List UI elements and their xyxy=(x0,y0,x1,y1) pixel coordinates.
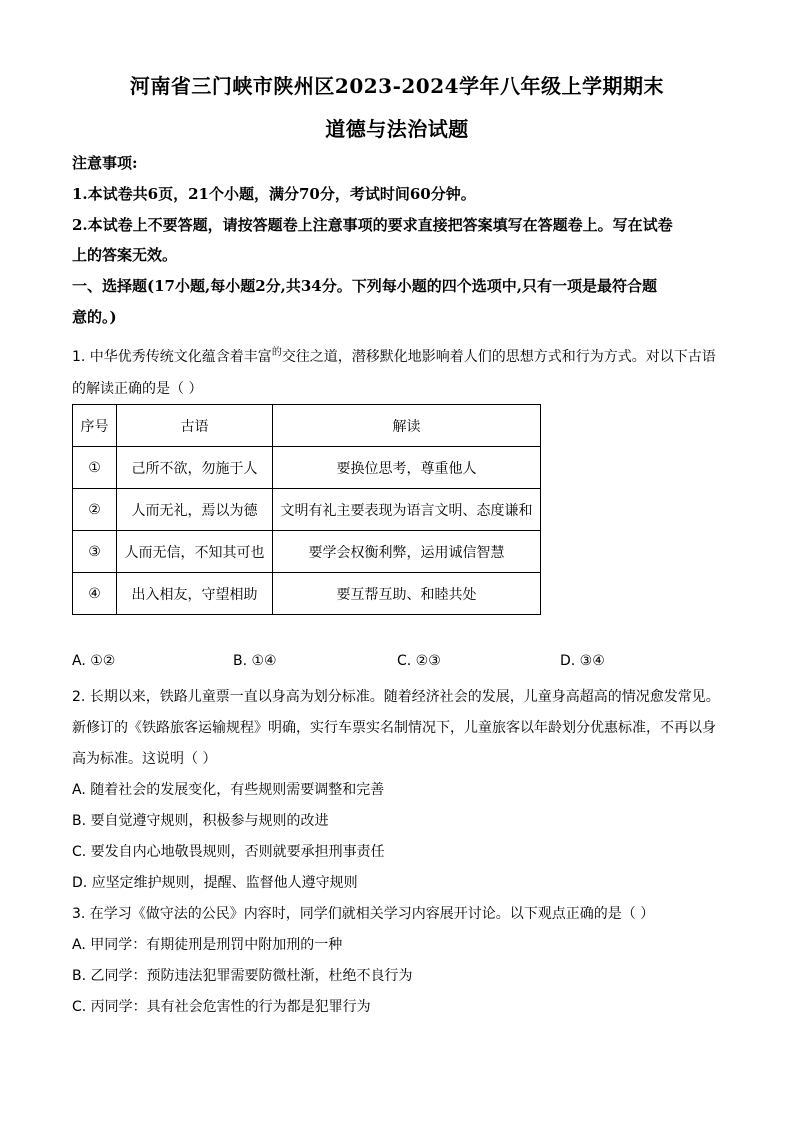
table-cell: 人而无信，不知其可也 xyxy=(117,531,273,573)
table-cell: 己所不欲，勿施于人 xyxy=(117,447,273,489)
question-2-option-c: C. 要发自内心地敬畏规则，否则就要承担刑事责任 xyxy=(72,844,385,860)
question-2-option-a: A. 随着社会的发展变化，有些规则需要调整和完善 xyxy=(72,782,385,798)
exam-title-line2: 道德与法治试题 xyxy=(325,117,469,141)
table-row xyxy=(73,489,541,531)
table-row xyxy=(73,531,541,573)
table-row xyxy=(73,447,541,489)
table-cell: 出入相友，守望相助 xyxy=(117,573,273,615)
table-cell: 文明有礼主要表现为语言文明、态度谦和 xyxy=(273,489,541,531)
table-header-cell: 序号 xyxy=(73,405,117,447)
table-cell: ④ xyxy=(73,573,117,615)
question-3-option-b: B. 乙同学：预防违法犯罪需要防微杜渐，杜绝不良行为 xyxy=(72,968,413,984)
section-1-heading-line1: 一、选择题(17小题,每小题2分,共34分。下列每小题的四个选项中,只有一项是最符合题 xyxy=(72,277,657,295)
question-1-stem-superscript: 的 xyxy=(271,347,282,358)
question-1-option-b: B. ①④ xyxy=(233,653,277,669)
table-cell: 要互帮互助、和睦共处 xyxy=(273,573,541,615)
question-1-option-d: D. ③④ xyxy=(560,653,605,669)
question-2-stem-line3: 高为标准。这说明（ ） xyxy=(72,751,217,767)
question-3-option-c: C. 丙同学：具有社会危害性的行为都是犯罪行为 xyxy=(72,999,371,1015)
question-1-stem-part-a: 1. 中华优秀传统文化蕴含着丰富 xyxy=(72,349,272,365)
notice-item-2-line1: 2.本试卷上不要答题，请按答题卷上注意事项的要求直接把答案填写在答题卷上。写在试卷 xyxy=(72,216,673,234)
question-1-option-a: A. ①② xyxy=(72,653,116,669)
table-cell: 要学会权衡利弊，运用诚信智慧 xyxy=(273,531,541,573)
table-header-cell: 古语 xyxy=(117,405,273,447)
question-1-option-c: C. ②③ xyxy=(397,653,441,669)
table-header-row xyxy=(73,405,541,447)
exam-title-line1: 河南省三门峡市陕州区2023-2024学年八年级上学期期末 xyxy=(129,74,665,98)
table-cell: ② xyxy=(73,489,117,531)
question-1-stem-line2: 的解读正确的是（ ） xyxy=(72,381,203,397)
question-2-option-b: B. 要自觉遵守规则，积极参与规则的改进 xyxy=(72,813,329,829)
section-1-heading-line2: 意的。) xyxy=(72,308,117,326)
table-cell: 人而无礼，焉以为德 xyxy=(117,489,273,531)
table-cell: ① xyxy=(73,447,117,489)
notice-item-2-line2: 上的答案无效。 xyxy=(72,246,178,264)
table-cell: 要换位思考，尊重他人 xyxy=(273,447,541,489)
notice-item-1: 1.本试卷共6页，21个小题，满分70分，考试时间60分钟。 xyxy=(72,185,476,203)
table-cell: ③ xyxy=(73,531,117,573)
question-3-option-a: A. 甲同学：有期徒刑是刑罚中附加刑的一种 xyxy=(72,937,343,953)
question-3-stem: 3. 在学习《做守法的公民》内容时，同学们就相关学习内容展开讨论。以下观点正确的是（ ） xyxy=(72,906,655,922)
table-row xyxy=(73,573,541,615)
question-1-stem-part-b: 交往之道，潜移默化地影响着人们的思想方式和行为方式。对以下古语 xyxy=(281,349,716,365)
question-1-table xyxy=(72,404,541,615)
question-2-stem-line2: 新修订的《铁路旅客运输规程》明确，实行车票实名制情况下，儿童旅客以年龄划分优惠标准，不再以身 xyxy=(72,720,716,736)
table-header-cell: 解读 xyxy=(273,405,541,447)
notice-heading: 注意事项: xyxy=(72,154,138,172)
question-2-option-d: D. 应坚定维护规则，提醒、监督他人遵守规则 xyxy=(72,875,358,891)
question-2-stem-line1: 2. 长期以来，铁路儿童票一直以身高为划分标准。随着经济社会的发展，儿童身高超高的情况愈发常见。 xyxy=(72,689,720,705)
question-1-stem-line1 xyxy=(72,346,716,366)
